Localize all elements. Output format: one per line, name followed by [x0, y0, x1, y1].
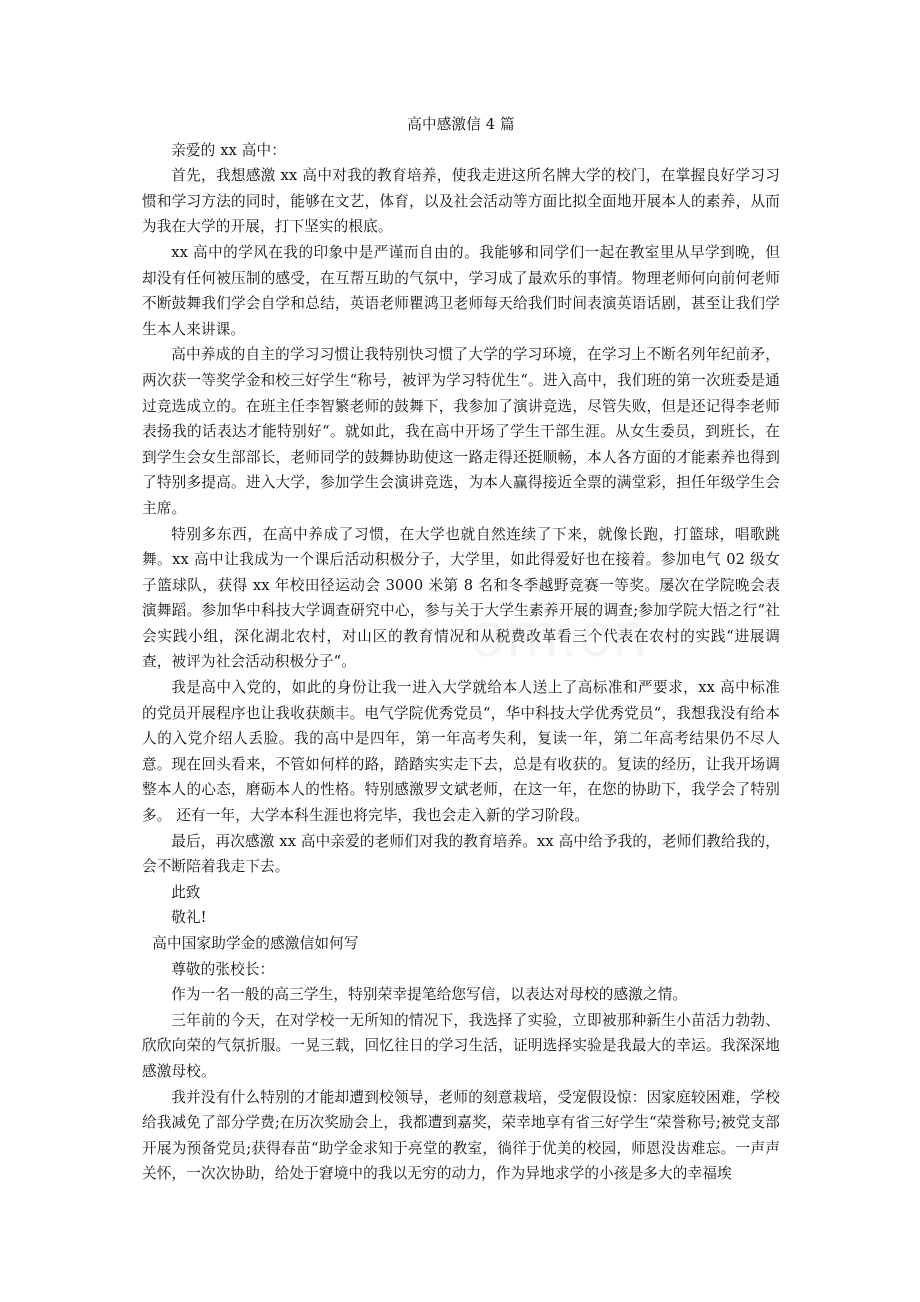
letter1-paragraph-4: 特别多东西，在高中养成了习惯，在大学也就自然连续了下来，就像长跑，打篮球，唱歌跳舞。xx 高中让我成为一个课后活动积极分子，大学里，如此得爱好也在接着。参加电气 02 级女子篮球队，获得 xx 年校田径运动会 3000 米第 8 名和冬季越野竞赛一等奖。屡次在学院晚会表演舞蹈。参加华中科技大学调查研究中心，参与关于大学生素养开展的调查;参加学院大悟之行“社会实践小组，深化湖北农村，对山区的教育情况和从税费改革看三个代表在农村的实践“进展调查，被评为社会活动积极分子“。: [142, 525, 780, 671]
letter1-paragraph-5: 我是高中入党的，如此的身份让我一进入大学就给本人送上了高标准和严要求，xx 高中标准的党员开展程序也让我收获颇丰。电气学院优秀党员“，华中科技大学优秀党员“，我想我没有给本人的入党介绍人丢脸。我的高中是四年，第一年高考失利，复读一年，第二年高考结果仍不尽人意。现在回头看来，不管如何样的路，踏踏实实走下去，总是有收获的。复读的经历，让我开场调整本人的心态，磨砺本人的性格。特别感激罗文斌老师，在这一年，在您的协助下，我学会了特别多。 还有一年，大学本科生涯也将完毕，我也会走入新的学习阶段。: [142, 679, 780, 825]
document-body: [142, 112, 780, 1187]
letter2-salutation: 尊敬的张校长：: [171, 960, 275, 978]
letter1-paragraph-1: 首先，我想感激 xx 高中对我的教育培养，使我走进这所名牌大学的校门，在掌握良好学习习惯和学习方法的同时，能够在文艺，体育，以及社会活动等方面比拟全面地开展本人的素养，从而为我在大学的开展，打下坚实的根底。: [142, 167, 780, 236]
letter2-paragraph-3: 我并没有什么特别的才能却遭到校领导，老师的刻意栽培，受宠假设惊：因家庭较困难，学校给我减免了部分学费;在历次奖励会上，我都遭到嘉奖，荣幸地享有省三好学生“荣誉称号;被党支部开展为预备党员;获得春苗“助学金求知于亮堂的教室，徜徉于优美的校园，师恩没齿难忘。一声声关怀，一次次协助，给处于窘境中的我以无穷的动力，作为异地求学的小孩是多大的幸福埃: [142, 1088, 780, 1183]
letter2-paragraph-1: 作为一名一般的高三学生，特别荣幸提笔给您写信，以表达对母校的感激之情。: [171, 986, 688, 1004]
letter2-subtitle: 高中国家助学金的感激信如何写: [152, 935, 359, 952]
letter1-paragraph-2: xx 高中的学风在我的印象中是严谨而自由的。我能够和同学们一起在教室里从早学到晚，但却没有任何被压制的感受，在互帮互助的气氛中，学习成了最欢乐的事情。物理老师何向前何老师不断鼓舞我们学会自学和总结，英语老师瞿鸿卫老师每天给我们时间表演英语话剧，甚至让我们学生本人来讲课。: [142, 243, 780, 338]
letter1-salutation: 亲爱的 xx 高中：: [171, 141, 286, 159]
letter1-closing-2: 敬礼!: [171, 909, 207, 927]
watermark-text: om.cn: [470, 601, 649, 670]
letter1-closing-1: 此致: [171, 883, 201, 901]
letter1-paragraph-6: 最后，再次感激 xx 高中亲爱的老师们对我的教育培养。xx 高中给予我的，老师们教给我的，会不断陪着我走下去。: [142, 832, 780, 876]
document-title: 高中感激信 4 篇: [407, 116, 515, 133]
letter1-paragraph-3: 高中养成的自主的学习习惯让我特别快习惯了大学的学习环境，在学习上不断名列年纪前矛，两次获一等奖学金和校三好学生“称号，被评为学习特优生“。进入高中，我们班的第一次班委是通过竞选成立的。在班主任李智繁老师的鼓舞下，我参加了演讲竞选，尽管失败，但是还记得李老师表扬我的话表达才能特别好“。就如此，我在高中开场了学生干部生涯。从女生委员，到班长，在到学生会女生部部长，老师同学的鼓舞协助使这一路走得还挺顺畅，本人各方面的才能素养也得到了特别多提高。进入大学，参加学生会演讲竞选，为本人赢得接近全票的满堂彩，担任年级学生会主席。: [142, 346, 780, 517]
letter2-paragraph-2: 三年前的今天，在对学校一无所知的情况下，我选择了实验，立即被那种新生小苗活力勃勃、欣欣向荣的气氛折服。一晃三载，回忆往日的学习生活，证明选择实验是我最大的幸运。我深深地感激母校。: [142, 1011, 780, 1080]
